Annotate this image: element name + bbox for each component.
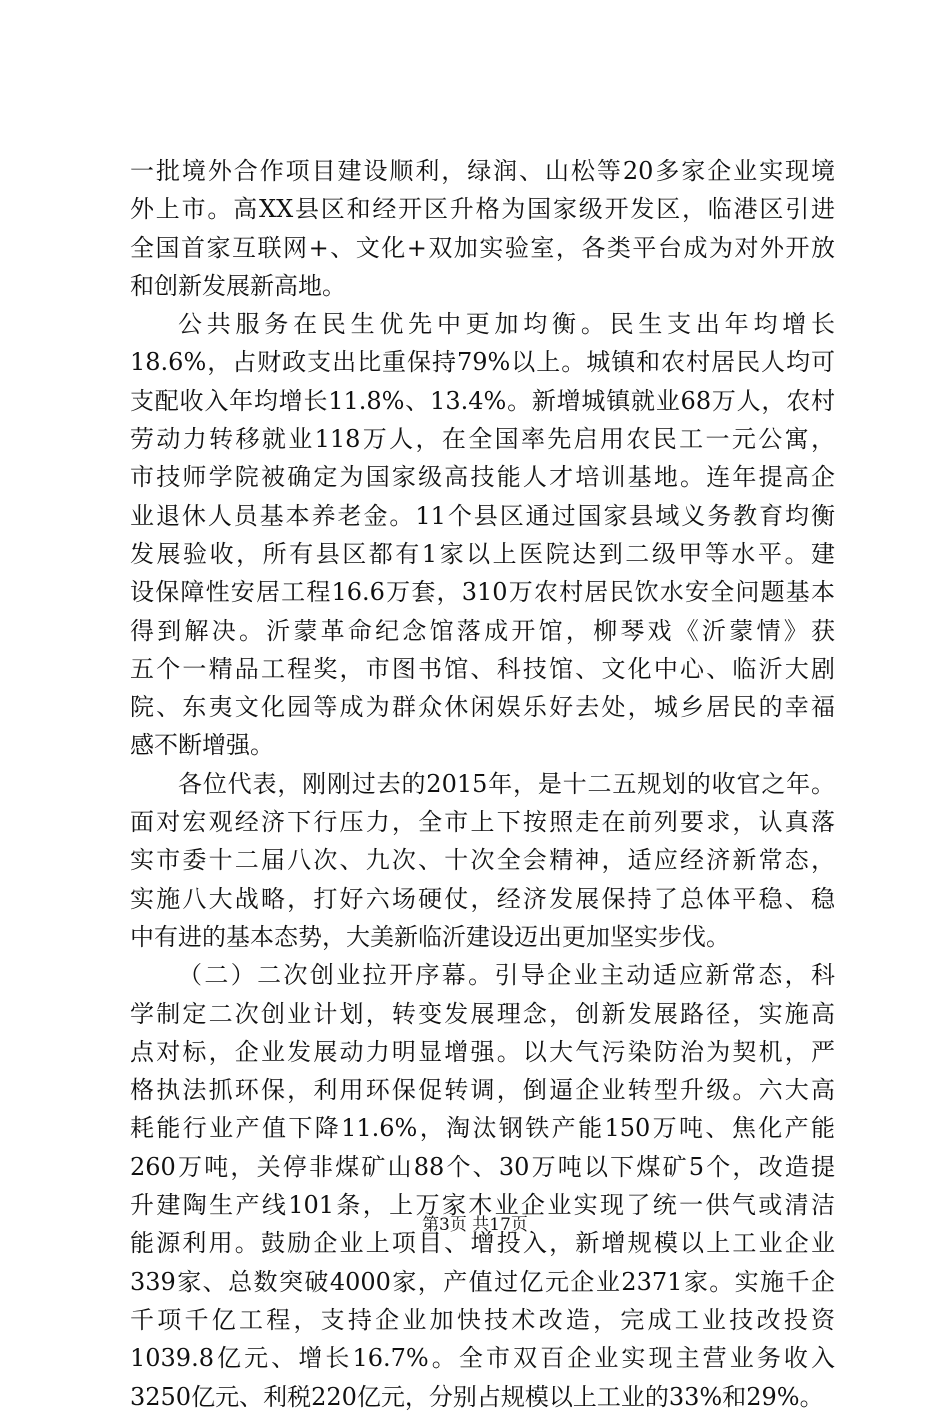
text-line: 一批境外合作项目建设顺利，绿润、山松等20多家企业实现境	[130, 157, 835, 185]
text-line: 中有进的基本态势，大美新临沂建设迈出更加坚实步伐。	[130, 922, 730, 951]
section-heading-line: （二）二次创业拉开序幕。引导企业主动适应新常态，科	[178, 961, 835, 990]
paragraph-first-line: 公共服务在民生优先中更加均衡。民生支出年均增长	[178, 310, 835, 339]
text-line: 外上市。高XX县区和经开区升格为国家级开发区，临港区引进	[130, 195, 835, 224]
page-number-footer: 第3页 共17页	[422, 1215, 528, 1235]
text-line: 点对标，企业发展动力明显增强。以大气污染防治为契机，严	[130, 1037, 835, 1066]
text-line: 五个一精品工程奖，市图书馆、科技馆、文化中心、临沂大剧	[130, 654, 835, 683]
text-line: 260万吨，关停非煤矿山88个、30万吨以下煤矿5个，改造提	[130, 1152, 835, 1181]
text-line: 和创新发展新高地。	[130, 271, 346, 300]
text-line: 千项千亿工程，支持企业加快技术改造，完成工业技改投资	[130, 1305, 835, 1334]
text-line: 院、东夷文化园等成为群众休闲娱乐好去处，城乡居民的幸福	[130, 693, 835, 722]
text-line: 1039.8亿元、增长16.7%。全市双百企业实现主营业务收入	[130, 1344, 835, 1373]
text-line: 实施八大战略，打好六场硬仗，经济发展保持了总体平稳、稳	[130, 884, 835, 913]
text-line: 劳动力转移就业118万人，在全国率先启用农民工一元公寓，	[130, 425, 835, 454]
text-line: 格执法抓环保，利用环保促转调，倒逼企业转型升级。六大高	[130, 1076, 835, 1105]
text-line: 能源利用。鼓励企业上项目、增投入，新增规模以上工业企业	[130, 1229, 835, 1258]
text-line: 18.6%，占财政支出比重保持79%以上。城镇和农村居民人均可	[130, 348, 835, 377]
text-line: 升建陶生产线101条，上万家木业企业实现了统一供气或清洁	[130, 1191, 835, 1220]
text-line: 发展验收，所有县区都有1家以上医院达到二级甲等水平。建	[130, 539, 835, 568]
text-line: 339家、总数突破4000家，产值过亿元企业2371家。实施千企	[130, 1267, 835, 1296]
text-line: 面对宏观经济下行压力，全市上下按照走在前列要求，认真落	[130, 808, 835, 837]
paragraph-first-line: 各位代表，刚刚过去的2015年，是十二五规划的收官之年。	[178, 769, 835, 798]
text-line: 支配收入年均增长11.8%、13.4%。新增城镇就业68万人，农村	[130, 386, 835, 415]
text-line: 设保障性安居工程16.6万套，310万农村居民饮水安全问题基本	[130, 578, 835, 607]
text-line: 3250亿元、利税220亿元，分别占规模以上工业的33%和29%。	[130, 1382, 824, 1411]
text-line: 业退休人员基本养老金。11个县区通过国家县域义务教育均衡	[130, 501, 835, 530]
text-line: 得到解决。沂蒙革命纪念馆落成开馆，柳琴戏《沂蒙情》获	[130, 616, 835, 645]
text-line: 市技师学院被确定为国家级高技能人才培训基地。连年提高企	[130, 463, 835, 492]
text-line: 全国首家互联网+、文化+双加实验室，各类平台成为对外开放	[130, 233, 835, 262]
text-line: 耗能行业产值下降11.6%，淘汰钢铁产能150万吨、焦化产能	[130, 1114, 835, 1143]
text-line: 实市委十二届八次、九次、十次全会精神，适应经济新常态，	[130, 846, 835, 875]
text-line: 感不断增强。	[130, 731, 274, 760]
text-line: 学制定二次创业计划，转变发展理念，创新发展路径，实施高	[130, 999, 835, 1028]
